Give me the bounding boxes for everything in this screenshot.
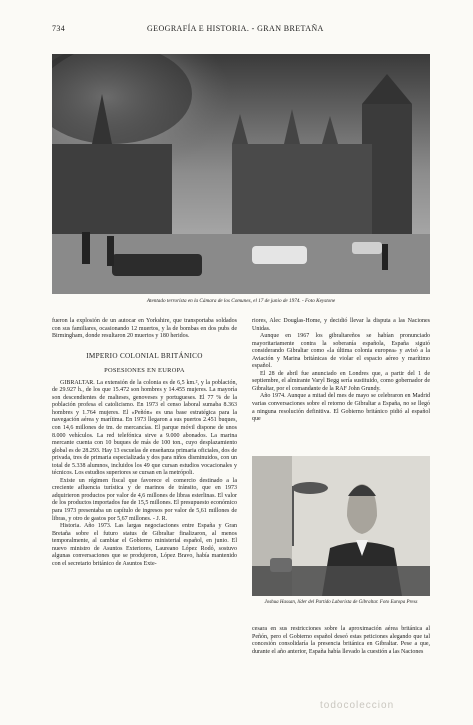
right-column [252,318,430,424]
history-1973-paragraph: Historia. Año 1973. Las largas negociaciones entre España y Gran Bretaña sobre el futuro status de Gibraltar finalizaron, al menos temporalmente, al cambiar el Gobierno ministerial español, en junio. El nuevo ministro de Asuntos Exteriores, Laureano López Rodó, sostuvo algunas conversaciones que se produjeron, López Bravo, había mantenido con el secretario británico de Asuntos Exte- [52,523,237,567]
running-title: GEOGRAFÍA E HISTORIA. - GRAN BRETAÑA [147,24,324,33]
parliament-attack-photo [52,54,430,294]
governor-paragraph: El 28 de abril fue anunciado en Londres que, a partir del 1 de septiembre, el almirante Varyl Begg sería sustituido, como gobernador de Gibraltar, por el comandante de la RAF John Grundy. [252,370,430,392]
photo-caption-portrait: Joshua Hassan, líder del Partido Laborista de Gibraltar. Foto Europa Press [264,600,418,605]
right-cont-paragraph: riores, Alec Douglas-Home, y decidió llevar la disputa a las Naciones Unidas. [252,318,430,332]
right-column-bottom [252,626,430,656]
page-number: 734 [52,24,66,33]
section-title: IMPERIO COLONIAL BRITÁNICO [86,351,203,360]
gibraltar-paragraph: GIBRALTAR. La extensión de la colonia es de 6,5 km.², y la población, de 29.927 h., de los que 15.472 son hombres y 14.455 mujeres. La mayoría son descendientes de malteses, genoveses y portugueses. El 77 % de la población profesa el catolicismo. En 1973 el censo laboral sumaba 8.363 hombres y 1.764 mujeres. El «Peñón» es una base estratégica para la navegación aérea y marítima. En 1973 llegaron a sus puertos 2.451 buques, con 14,6 millones de tm. de mercancías. El parque móvil dispone de unos 8.000 vehículos. La red telefónica sirve a 9.000 abonados. La marina mercante cuenta con 10 buques de más de 100 ton., cuyo desplazamiento global es de 28.293. Hay 13 escuelas de enseñanza primaria oficiales, dos de privada, tres de primaria especializada y dos para niños disminuidos, con un total de 5.338 alumnos, incluidos los 49 que cursan estudios vocacionales y técnicos. Los estudios superiores se cursan en la metrópoli. [52,379,237,477]
subsection-title: POSESIONES EN EUROPA [104,367,185,375]
hassan-portrait-photo [252,456,430,596]
photo-caption-top: Atentado terrorista en la Cámara de los Comunes, el 17 de junio de 1974. - Foto Keystone [146,298,336,304]
fiscal-paragraph: Existe un régimen fiscal que favorece el comercio destinado a la creciente afluencia turística y de marinos de tránsito, que en 1973 adquirieron productos por valor de 4,6 millones de libras esterlinas. El valor de los productos importados fue de 15,5 millones. El presupuesto económico para 1973 presentaba un capítulo de ingresos por valor de 5,61 millones de libras, y otro de gastos por 5,67 millones. - J. R. [52,477,237,522]
right-bottom-paragraph: cesara en sus restricciones sobre la aproximación aérea británica al Peñón, pero el Gobierno español deseó estas peticiones alegando que tal concesión consolidaría la presencia británica en Gibraltar. Pese a que, durante el año anterior, España había llevado la cuestión a las Naciones [252,626,430,655]
watermark: todocoleccion [320,700,395,711]
left-column [52,318,237,568]
referendum-paragraph: Aunque en 1967 los gibraltareños se habían pronunciado mayoritariamente contra la soberanía española, España siguió considerando Gibraltar como «la última colonia europea» y avisó a la Aviación y Marina británicas de violar el espacio aéreo y marítimo español. [252,333,430,370]
left-intro-paragraph: fueron la explosión de un autocar en Yorkshire, que transportaba soldados con sus familiares, ocasionando 12 muertos, y la de bombas en dos pubs de Birmingham, donde resultaron 20 muertos y 180 heridos. [52,318,237,340]
page-header [52,24,433,36]
history-1974-paragraph: Año 1974. Aunque a mitad del mes de mayo se celebraron en Madrid varias conversaciones sobre el retorno de Gibraltar a España, no se llegó a ninguna resolución definitiva. El Gobierno británico pidió al español que [252,393,430,423]
